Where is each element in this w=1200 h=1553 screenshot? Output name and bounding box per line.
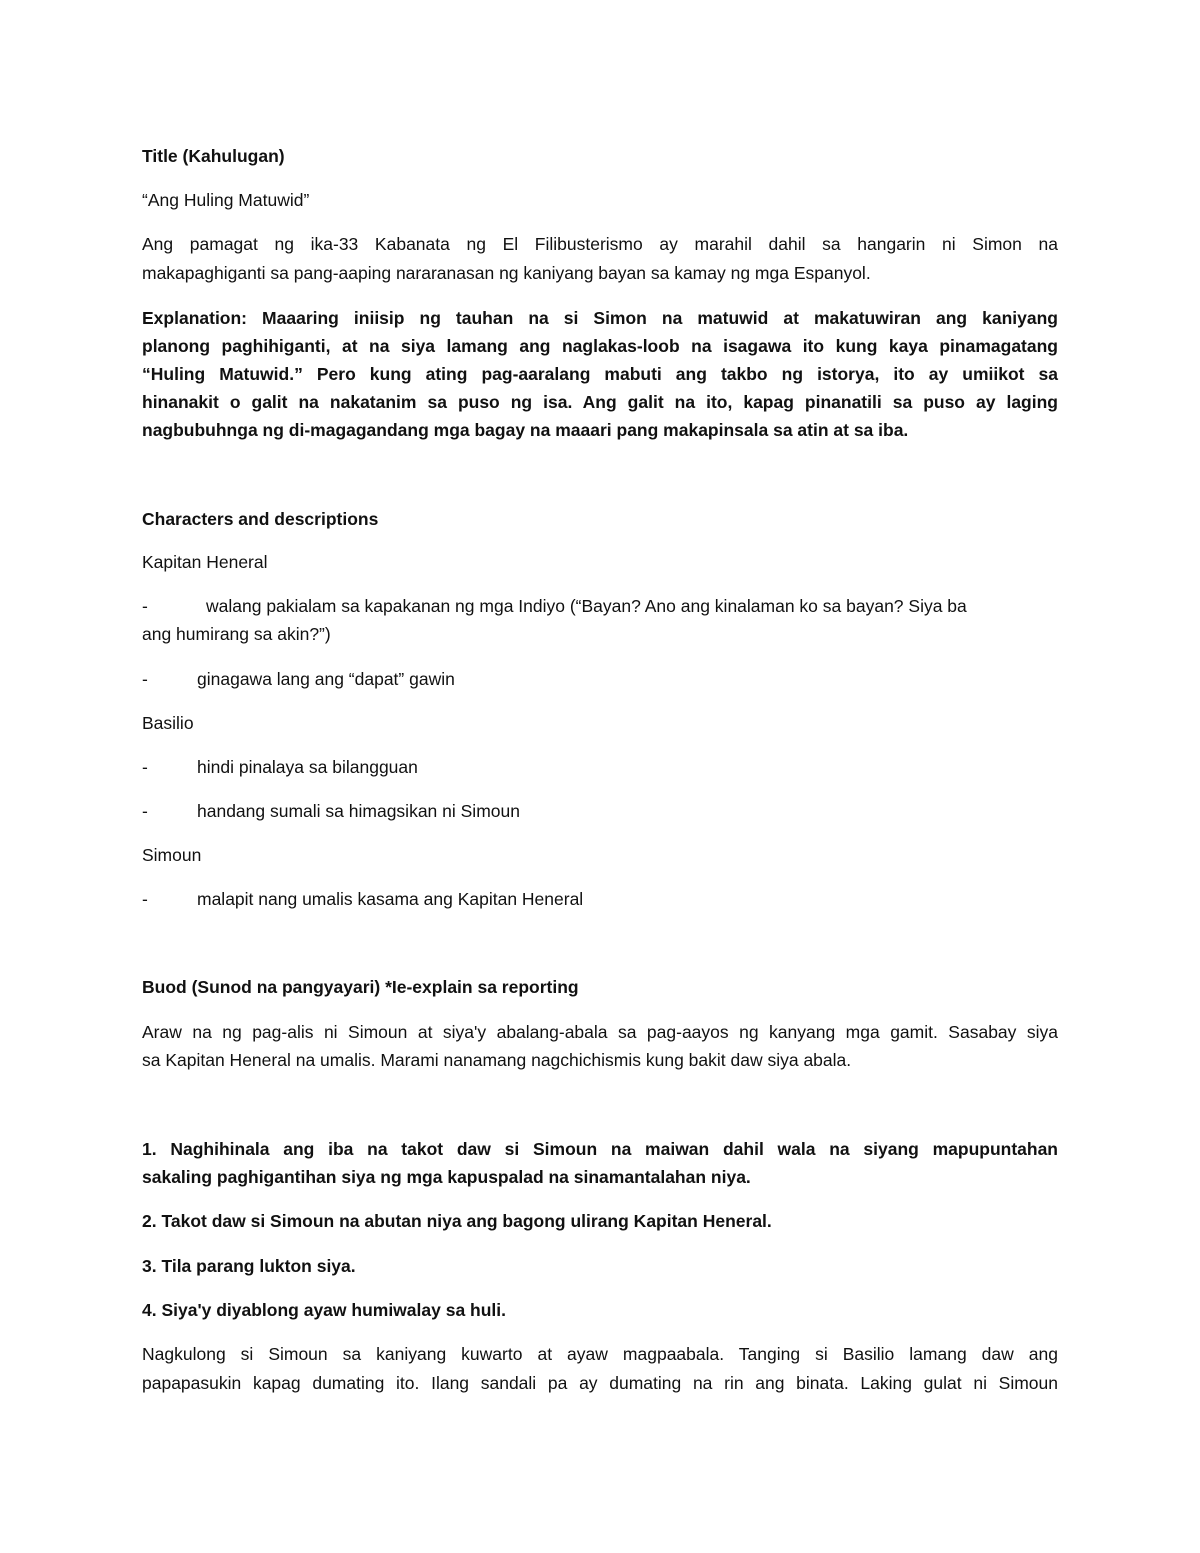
kapitan-description-1a: walang pakialam sa kapakanan ng mga Indiyo (“Bayan? Ano ang kinalaman ko sa bayan? Siya ba — [206, 596, 967, 616]
buod-paragraph-1-line-2: sa Kapitan Heneral na umalis. Marami nanamang nagchichismis kung bakit daw siya abala. — [142, 1050, 852, 1070]
explanation-line-5: nagbubuhnga ng di-magagandang mga bagay na maaari pang makapinsala sa atin at sa iba. — [142, 420, 909, 440]
title-heading: Title (Kahulugan) — [142, 146, 285, 166]
bullet-dash: - — [142, 669, 148, 689]
kapitan-description-2: ginagawa lang ang “dapat” gawin — [197, 669, 455, 689]
explanation-line-4: hinanakit o galit na nakatanim sa puso ng isa. Ang galit na ito, kapag pinanatili sa puso ay laging — [142, 392, 1058, 412]
buod-item-1-line-1: 1. Naghihinala ang iba na takot daw si Simoun na maiwan dahil wala na siyang mapupuntahan — [142, 1139, 1058, 1159]
basilio-description-1: hindi pinalaya sa bilangguan — [197, 757, 418, 777]
explanation-line-3: “Huling Matuwid.” Pero kung ating pag-aaralang mabuti ang takbo ng istorya, ito ay umiikot sa — [142, 364, 1058, 384]
simoun-description-1: malapit nang umalis kasama ang Kapitan Heneral — [197, 889, 584, 909]
buod-item-1-line-2: sakaling paghigantihan siya ng mga kapuspalad na sinamantalahan niya. — [142, 1167, 751, 1187]
explanation-line-2: planong paghihiganti, at na siya lamang ang naglakas-loob na isagawa ito kung kaya pinamagatang — [142, 336, 1058, 356]
characters-heading: Characters and descriptions — [142, 509, 379, 529]
explanation-line-1: Explanation: Maaaring iniisip ng tauhan na si Simon na matuwid at makatuwiran ang kaniyang — [142, 308, 1058, 328]
bullet-dash: - — [142, 801, 148, 821]
bullet-dash: - — [142, 757, 148, 777]
buod-item-4: 4. Siya'y diyablong ayaw humiwalay sa huli. — [142, 1300, 507, 1320]
bullet-dash: - — [142, 889, 148, 909]
chapter-title: “Ang Huling Matuwid” — [142, 190, 310, 210]
buod-item-3: 3. Tila parang lukton siya. — [142, 1256, 356, 1276]
buod-paragraph-1-line-1: Araw na ng pag-alis ni Simoun at siya'y abalang-abala sa pag-aayos ng kanyang mga gamit. Sasabay siya — [142, 1022, 1058, 1042]
buod-item-2: 2. Takot daw si Simoun na abutan niya ang bagong ulirang Kapitan Heneral. — [142, 1211, 772, 1231]
buod-paragraph-2-line-2: papapasukin kapag dumating ito. Ilang sandali pa ay dumating na rin ang binata. Laking gulat ni Simoun — [142, 1373, 1058, 1393]
buod-paragraph-2-line-1: Nagkulong si Simoun sa kaniyang kuwarto at ayaw magpaabala. Tanging si Basilio lamang daw ang — [142, 1344, 1058, 1364]
buod-heading: Buod (Sunod na pangyayari) *Ie-explain sa reporting — [142, 977, 579, 997]
character-name-kapitan: Kapitan Heneral — [142, 552, 268, 572]
kapitan-description-1b: ang humirang sa akin?”) — [142, 624, 331, 644]
intro-line-2: makapaghiganti sa pang-aaping nararanasan ng kaniyang bayan sa kamay ng mga Espanyol. — [142, 263, 871, 283]
basilio-description-2: handang sumali sa himagsikan ni Simoun — [197, 801, 520, 821]
bullet-dash: - — [142, 596, 148, 616]
character-name-simoun: Simoun — [142, 845, 202, 865]
character-name-basilio: Basilio — [142, 713, 194, 733]
intro-line-1: Ang pamagat ng ika-33 Kabanata ng El Filibusterismo ay marahil dahil sa hangarin ni Simon na — [142, 234, 1058, 254]
document-page — [142, 0, 1058, 1553]
